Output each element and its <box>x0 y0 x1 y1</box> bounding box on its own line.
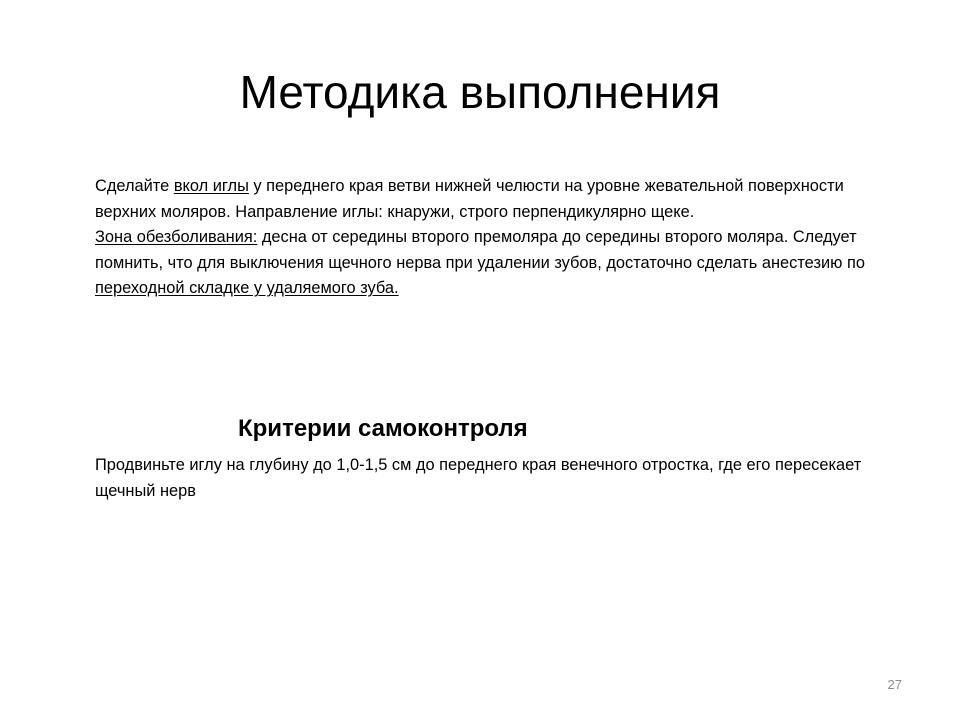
method-description <box>95 174 875 302</box>
underlined-term-needle-puncture: вкол иглы <box>173 177 249 195</box>
self-control-criteria-heading: Критерии самоконтроля <box>238 415 528 442</box>
underlined-term-transitional-fold: переходной складке у удаляемого зуба. <box>95 279 399 298</box>
underlined-term-anesthesia-zone: Зона обезболивания: <box>95 228 258 247</box>
self-control-criteria-text: Продвиньте иглу на глубину до 1,0-1,5 см до переднего края венечного отростка, где его пересекает щечный нерв <box>95 456 862 500</box>
page-number: 27 <box>887 677 902 692</box>
needle-insertion-paragraph <box>95 174 875 225</box>
text-segment: десна от середины второго премоляра до середины второго моляра. Следует помнить, что для выключения щечного нерва при удалении зубов, достаточно сделать анестезию по <box>95 228 865 272</box>
text-segment: у переднего края ветви нижней челюсти на уровне жевательной поверхности верхних моляров. Направление иглы: кнаружи, строго перпендикулярно щеке. <box>95 177 844 221</box>
text-segment: Сделайте <box>95 177 174 195</box>
slide-title: Методика выполнения <box>239 66 721 118</box>
anesthesia-zone-paragraph <box>95 225 875 302</box>
